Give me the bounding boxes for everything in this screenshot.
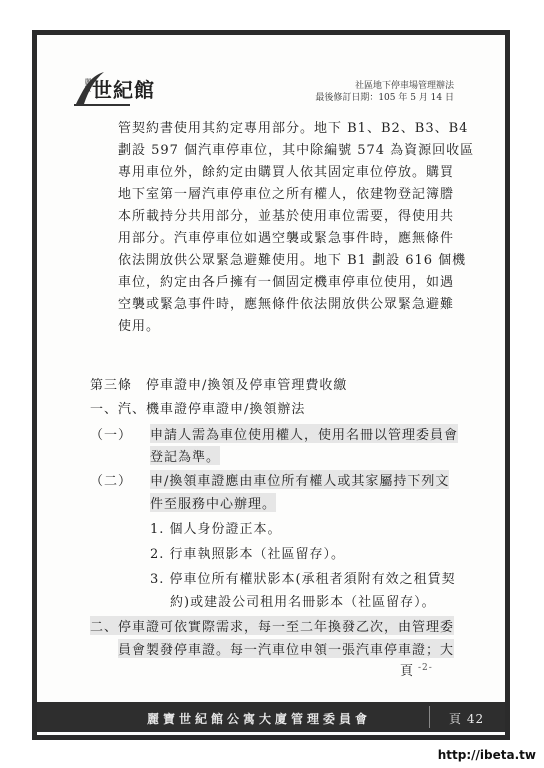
continued-mark: 頁: [400, 664, 415, 679]
footer-divider: [429, 706, 430, 728]
watermark: http://ibeta.tw: [437, 748, 536, 762]
requirement-3-line-2: 約)或建設公司租用名冊影本（社區留存）。: [170, 595, 436, 610]
logo-text: 世紀館: [92, 78, 155, 102]
footer-title: 麗寶世紀館公寓大廈管理委員會: [147, 712, 372, 726]
para-line-7: 依法開放供公眾緊急避難使用。地下 B1 劃設 616 個機: [118, 253, 467, 268]
item-1-line-1: 申請人需為車位使用權人，使用名冊以管理委員會: [150, 424, 458, 443]
requirement-2: 2. 行車執照影本（社區留存）。: [150, 547, 346, 562]
doc-title: 社區地下停車場管理辦法: [354, 81, 454, 91]
para-line-5: 本所載持分共用部分，並基於使用車位需要，得使用共: [118, 209, 455, 224]
item-2-line-2: 件至服務中心辦理。: [150, 493, 276, 512]
section-2-line-1: 二、停車證可依實際需求，每一至二年換發乙次，由管理委: [90, 616, 454, 635]
logo-brand: 麗寶: [84, 78, 92, 92]
article-title: 第三條 停車證申/換領及停車管理費收繳: [90, 378, 348, 393]
revised-date: 最後修訂日期：105 年 5 月 14 日: [315, 93, 454, 103]
requirement-3-line-1: 3. 停車位所有權狀影本(承租者須附有效之租賃契: [150, 572, 456, 587]
para-line-4: 地下室第一層汽車停車位之所有權人，依建物登記簿謄: [118, 187, 455, 202]
para-line-8: 車位，約定由各戶擁有一個固定機車停車位使用，如遇: [118, 275, 455, 290]
section-2-line-2: 員會製發停車證。每一汽車位申領一張汽車停車證；大: [118, 639, 454, 658]
para-line-9: 空襲或緊急事件時，應無條件依法開放供公眾緊急避難: [118, 297, 455, 312]
requirement-1: 1. 個人身份證正本。: [150, 522, 282, 537]
para-line-10: 使用。: [118, 319, 161, 334]
footer-bar: [37, 702, 505, 732]
item-2-line-1: 申/換領車證應由車位所有權人或其家屬持下列文: [150, 470, 449, 489]
para-line-3: 專用車位外，餘約定由購買人依其固定車位停放。購買: [118, 165, 455, 180]
item-1-number: （一）: [90, 428, 133, 443]
para-line-6: 用部分。汽車停車位如遇空襲或緊急事件時，應無條件: [118, 231, 455, 246]
footer-page-number: 頁 42: [449, 712, 485, 726]
item-1-line-2: 登記為準。: [150, 446, 220, 465]
doc-header: [315, 80, 454, 104]
section-1-heading: 一、汽、機車證停車證申/換領辦法: [90, 402, 306, 417]
item-2-number: （二）: [90, 474, 133, 489]
page-marker: -2-: [418, 663, 433, 673]
para-line-1: 管契約書使用其約定專用部分。地下 B1、B2、B3、B4: [118, 121, 469, 136]
para-line-2: 劃設 597 個汽車停車位，其中除編號 574 為資源回收區: [118, 143, 475, 158]
